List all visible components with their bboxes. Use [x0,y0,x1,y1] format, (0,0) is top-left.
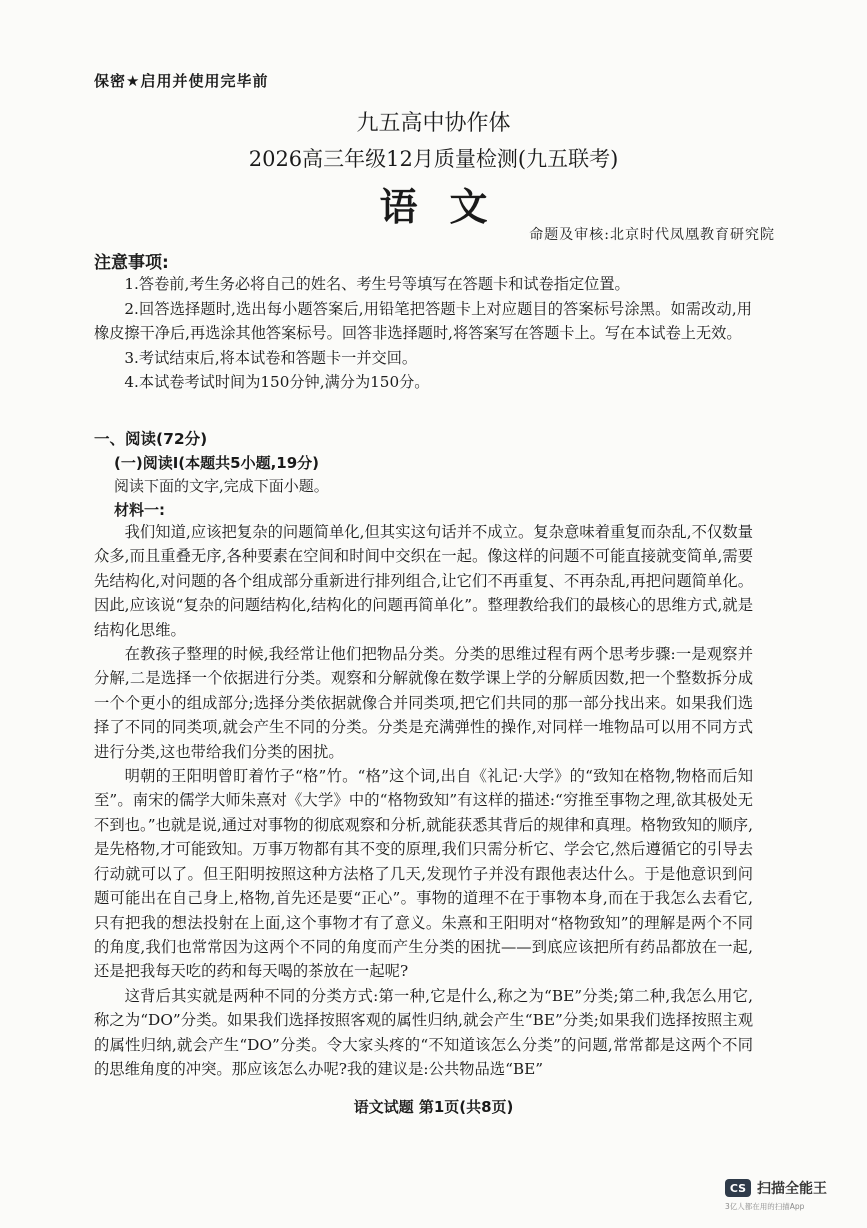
organization-title: 九五高中协作体 [356,111,511,136]
instructions-list [94,272,752,395]
camscanner-logo-icon: CS [725,1179,751,1197]
section-title: 一、阅读(72分) [94,430,208,448]
passage-paragraph: 我们知道,应该把复杂的问题简单化,但其实这句话并不成立。复杂意味着重复而杂乱,不仅数量众多,而且重叠无序,各种要素在空间和时间中交织在一起。像这样的问题不可能直接就变简单,需要先结构化,对问题的各个组成部分重新进行排列组合,让它们不再重复、不再杂乱,再把问题简单化。因此,应该说“复杂的问题结构化,结构化的问题再简单化”。整理教给我们的最核心的思维方式,就是结构化思维。 [94,523,753,639]
confidential-label: 保密★启用并使用完毕前 [94,72,269,90]
watermark-tagline: 3亿人都在用的扫描App [725,1202,805,1211]
subsection-title: (一)阅读Ⅰ(本题共5小题,19分) [114,454,320,472]
instructions-heading: 注意事项: [94,253,169,273]
passage-paragraph: 这背后其实就是两种不同的分类方式:第一种,它是什么,称之为“BE”分类;第二种,我怎么用它,称之为“DO”分类。如果我们选择按照客观的属性归纳,就会产生“BE”分类;如果我们选择按照主观的属性归纳,就会产生“DO”分类。令大家头疼的“不知道该怎么分类”的问题,常常都是这两个不同的思维角度的冲突。那应该怎么办呢?我的建议是:公共物品选“BE” [94,986,753,1078]
scanner-watermark [725,1178,853,1212]
instruction-item: 2.回答选择题时,选出每小题答案后,用铅笔把答题卡上对应题目的答案标号涂黑。如需改动,用橡皮擦干净后,再选涂其他答案标号。回答非选择题时,将答案写在答题卡上。写在本试卷上无效。 [94,299,752,342]
material-label: 材料一: [114,501,165,519]
passage-paragraph: 在教孩子整理的时候,我经常让他们把物品分类。分类的思维过程有两个思考步骤:一是观察并分解,二是选择一个依据进行分类。观察和分解就像在数学课上学的分解质因数,把一个整数拆分成一个个更小的组成部分;选择分类依据就像合并同类项,把它们共同的那一部分找出来。如果我们选择了不同的同类项,就会产生不同的分类。分类是充满弹性的操作,对同样一堆物品可以用不同方式进行分类,这也带给我们分类的困扰。 [94,645,753,761]
instruction-item: 1.答卷前,考生务必将自己的姓名、考生号等填写在答题卡和试卷指定位置。 [124,275,630,293]
instruction-item: 3.考试结束后,将本试卷和答题卡一并交回。 [124,348,418,367]
reading-instruction: 阅读下面的文字,完成下面小题。 [114,477,329,495]
exam-title: 2026高三年级12月质量检测(九五联考) [248,147,619,171]
author-line: 命题及审核:北京时代凤凰教育研究院 [529,227,775,243]
instruction-item: 4.本试卷考试时间为150分钟,满分为150分。 [124,373,430,391]
passage-body [94,520,753,1081]
page-footer: 语文试题 第1页(共8页) [353,1098,514,1116]
passage-paragraph: 明朝的王阳明曾盯着竹子“格”竹。“格”这个词,出自《礼记·大学》的“致知在格物,物格而后知至”。南宋的儒学大师朱熹对《大学》中的“格物致知”有这样的描述:“穷推至事物之理,欲其极处无不到也。”也就是说,通过对事物的彻底观察和分析,就能获悉其背后的规律和真理。格物致知的顺序,是先格物,才可能致知。万事万物都有其不变的原理,我们只需分析它、学会它,然后遵循它的引导去行动就可以了。但王阳明按照这种方法格了几天,发现竹子并没有跟他表达什么。于是他意识到问题可能出在自己身上,格物,首先还是要“正心”。事物的道理不在于事物本身,而在于我怎么去看它,只有把我的想法投射在上面,这个事物才有了意义。朱熹和王阳明对“格物致知”的理解是两个不同的角度,我们也常常因为这两个不同的角度而产生分类的困扰——到底应该把所有药品都放在一起,还是把我每天吃的药和每天喝的茶放在一起呢? [94,767,753,981]
watermark-name: 扫描全能王 [757,1181,827,1197]
subject-title: 语文 [379,185,520,229]
